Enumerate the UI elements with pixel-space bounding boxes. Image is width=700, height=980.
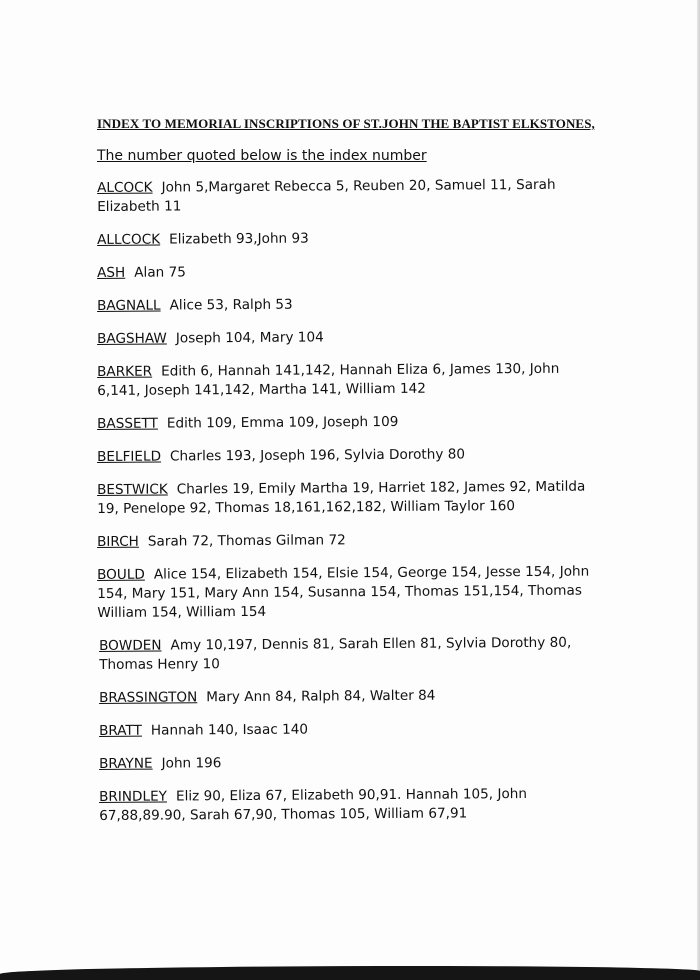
entry-names: Eliz 90, Eliza 67, Elizabeth 90,91. Hannah 105, John 67,88,89.90, Sarah 67,90, Thomas 105, William 67,91 (99, 785, 528, 824)
index-entry (97, 327, 597, 349)
index-entry (97, 360, 597, 401)
index-entry (97, 176, 597, 217)
entry-names: Alice 154, Elizabeth 154, Elsie 154, George 154, Jesse 154, John 154, Mary 151, Mary Ann 154, Susanna 154, Thomas 151,154, Thomas William 154, William 154 (97, 563, 590, 621)
index-entry (97, 478, 597, 519)
entry-surname: BRINDLEY (99, 788, 168, 805)
entry-surname: ASH (97, 264, 126, 281)
entry-names: Charles 19, Emily Martha 19, Harriet 182, James 92, Matilda 19, Penelope 92, Thomas 18,161,162,182, William Taylor 160 (97, 478, 586, 517)
entry-surname: BRATT (99, 722, 142, 739)
entry-names: Joseph 104, Mary 104 (175, 329, 324, 347)
entry-surname: BOWDEN (99, 637, 162, 654)
index-entry (97, 412, 597, 434)
entry-names: Mary Ann 84, Ralph 84, Walter 84 (206, 687, 436, 706)
entry-surname: BASSETT (97, 415, 158, 432)
index-entry (97, 228, 597, 250)
entry-surname: BOULD (97, 566, 145, 583)
index-entry (97, 563, 597, 623)
index-entry (97, 686, 597, 708)
index-entry (97, 785, 597, 826)
entry-names: Edith 6, Hannah 141,142, Hannah Eliza 6, James 130, John 6,141, Joseph 141,142, Martha 141, William 142 (97, 360, 560, 399)
entry-surname: BARKER (97, 363, 153, 380)
entry-names: John 196 (161, 755, 222, 772)
document-title: INDEX TO MEMORIAL INSCRIPTIONS OF ST.JOHN THE BAPTIST ELKSTONES, (97, 116, 595, 131)
entry-names: Sarah 72, Thomas Gilman 72 (147, 532, 346, 550)
index-entry (97, 445, 597, 467)
entry-names: Edith 109, Emma 109, Joseph 109 (166, 413, 399, 432)
index-entry (97, 634, 597, 675)
entry-surname: BAGSHAW (97, 330, 167, 347)
entry-names: Charles 193, Joseph 196, Sylvia Dorothy 80 (169, 446, 466, 465)
document-content (97, 116, 597, 840)
index-entry-list (97, 176, 597, 826)
scan-bottom-shadow (0, 966, 700, 980)
index-entry (97, 752, 597, 774)
entry-surname: BRAYNE (99, 755, 153, 772)
entry-names: Amy 10,197, Dennis 81, Sarah Ellen 81, Sylvia Dorothy 80, Thomas Henry 10 (99, 634, 572, 673)
entry-names: John 5,Margaret Rebecca 5, Reuben 20, Samuel 11, Sarah Elizabeth 11 (97, 176, 556, 215)
entry-surname: ALLCOCK (97, 231, 161, 248)
entry-names: Alice 53, Ralph 53 (169, 296, 293, 314)
entry-names: Hannah 140, Isaac 140 (150, 721, 309, 739)
index-entry (97, 719, 597, 741)
entry-surname: BELFIELD (97, 448, 162, 465)
index-entry (97, 261, 597, 283)
index-entry (97, 530, 597, 552)
entry-surname: BIRCH (97, 533, 139, 550)
entry-surname: ALCOCK (97, 179, 153, 196)
entry-surname: BAGNALL (97, 297, 161, 314)
entry-names: Alan 75 (134, 264, 186, 281)
entry-surname: BRASSINGTON (99, 689, 198, 706)
entry-names: Elizabeth 93,John 93 (169, 230, 309, 248)
document-subtitle: The number quoted below is the index number (97, 148, 427, 164)
entry-surname: BESTWICK (97, 481, 168, 498)
index-entry (97, 294, 597, 316)
